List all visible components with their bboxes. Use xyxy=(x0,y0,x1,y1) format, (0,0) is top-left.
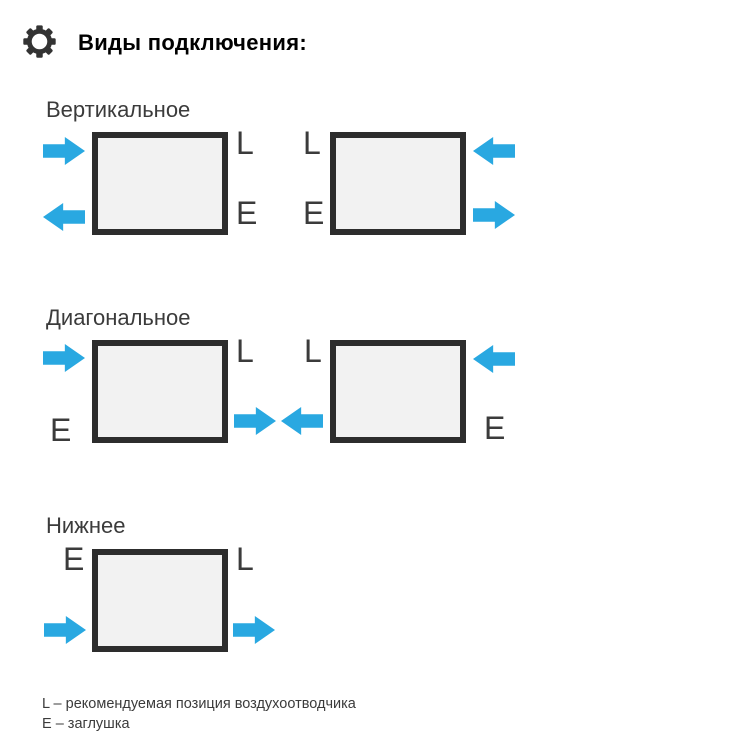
air-vent-label: L xyxy=(236,125,254,161)
legend xyxy=(42,694,356,734)
flow-out-arrow-right-icon xyxy=(233,616,275,644)
air-vent-label: L xyxy=(303,125,321,161)
flow-in-arrow-right-icon xyxy=(43,344,85,372)
flow-in-arrow-left-icon xyxy=(473,137,515,165)
air-vent-label: L xyxy=(236,333,254,369)
plug-label: E xyxy=(303,195,325,231)
plug-label: E xyxy=(63,541,85,577)
radiator-body xyxy=(330,340,466,443)
radiator-body xyxy=(330,132,466,235)
flow-out-arrow-left-icon xyxy=(281,407,323,435)
flow-in-arrow-right-icon xyxy=(43,137,85,165)
radiator-body xyxy=(92,132,228,235)
air-vent-label: L xyxy=(236,541,254,577)
page-title: Виды подключения: xyxy=(78,30,307,55)
radiator-body xyxy=(92,340,228,443)
radiator-body xyxy=(92,549,228,652)
plug-label: E xyxy=(50,412,72,448)
flow-in-arrow-left-icon xyxy=(473,345,515,373)
gear-icon xyxy=(21,23,58,60)
section-title-bottom: Нижнее xyxy=(46,513,126,538)
section-title-vertical: Вертикальное xyxy=(46,97,191,122)
flow-out-arrow-right-icon xyxy=(473,201,515,229)
flow-in-arrow-right-icon xyxy=(44,616,86,644)
plug-label: E xyxy=(236,195,258,231)
legend-line-air-vent: L – рекомендуемая позиция воздухоотводчика xyxy=(42,696,356,712)
air-vent-label: L xyxy=(304,333,322,369)
legend-line-plug: E – заглушка xyxy=(42,716,130,732)
flow-out-arrow-left-icon xyxy=(43,203,85,231)
plug-label: E xyxy=(484,410,506,446)
flow-out-arrow-right-icon xyxy=(234,407,276,435)
section-title-diagonal: Диагональное xyxy=(46,305,191,330)
